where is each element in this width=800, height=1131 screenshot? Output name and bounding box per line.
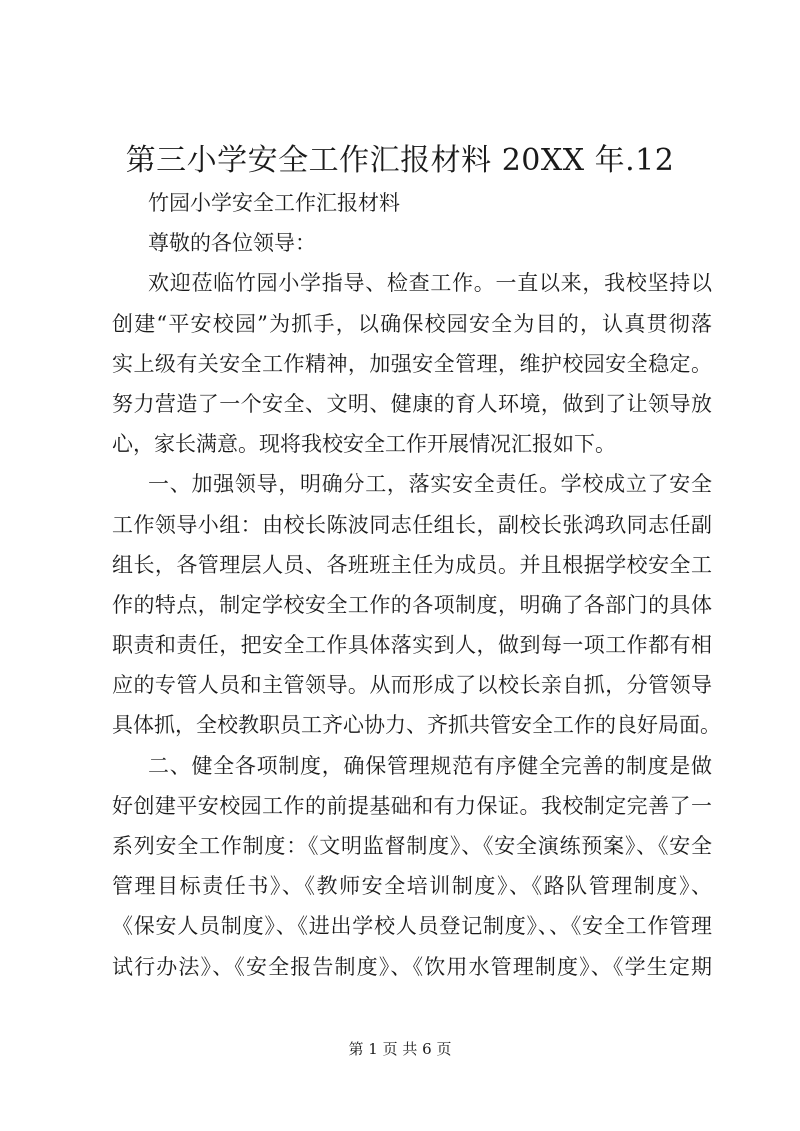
paragraph-line: 《保安人员制度》、《进出学校人员登记制度》、、《安全工作管理 <box>112 914 712 939</box>
paragraph-line: 系列安全工作制度：《文明监督制度》、《安全演练预案》、《安全 <box>112 834 712 858</box>
paragraph-line: 二、健全各项制度，确保管理规范有序健全完善的制度是做 <box>148 753 712 778</box>
page-footer: 第 1 页 共 6 页 <box>348 1040 452 1058</box>
paragraph-line: 作的特点，制定学校安全工作的各项制度，明确了各部门的具体 <box>112 592 712 617</box>
paragraph-line: 管理目标责任书》、《教师安全培训制度》、《路队管理制度》、 <box>112 874 712 899</box>
paragraph-line: 具体抓，全校教职员工齐心协力、齐抓共管安全工作的良好局面。 <box>112 713 721 738</box>
paragraph-line: 实上级有关安全工作精神，加强安全管理，维护校园安全稳定。 <box>112 351 712 376</box>
paragraph-line: 心，家长满意。现将我校安全工作开展情况汇报如下。 <box>112 432 616 457</box>
paragraph-line: 工作领导小组：由校长陈波同志任组长，副校长张鸿玖同志任副 <box>112 512 712 537</box>
subtitle-line: 竹园小学安全工作汇报材料 <box>148 191 400 215</box>
paragraph-line: 欢迎莅临竹园小学指导、检查工作。一直以来，我校坚持以 <box>148 271 712 296</box>
paragraph-line: 创建“平安校园”为抓手，以确保校园安全为目的，认真贯彻落 <box>112 311 712 336</box>
document-title: 第三小学安全工作汇报材料 20XX 年.12 <box>125 143 675 178</box>
salutation-line: 尊敬的各位领导： <box>148 231 316 256</box>
paragraph-line: 一、加强领导，明确分工，落实安全责任。学校成立了安全 <box>148 472 712 497</box>
paragraph-line: 努力营造了一个安全、文明、健康的育人环境，做到了让领导放 <box>112 391 712 416</box>
document-body <box>112 183 721 987</box>
paragraph-line: 组长，各管理层人员、各班班主任为成员。并且根据学校安全工 <box>112 552 712 577</box>
paragraph-line: 好创建平安校园工作的前提基础和有力保证。我校制定完善了一 <box>112 793 712 818</box>
paragraph-line: 职责和责任，把安全工作具体落实到人，做到每一项工作都有相 <box>112 633 712 658</box>
paragraph-line: 应的专管人员和主管领导。从而形成了以校长亲自抓，分管领导 <box>112 673 712 698</box>
paragraph-line: 试行办法》、《安全报告制度》、《饮用水管理制度》、《学生定期 <box>112 954 712 979</box>
